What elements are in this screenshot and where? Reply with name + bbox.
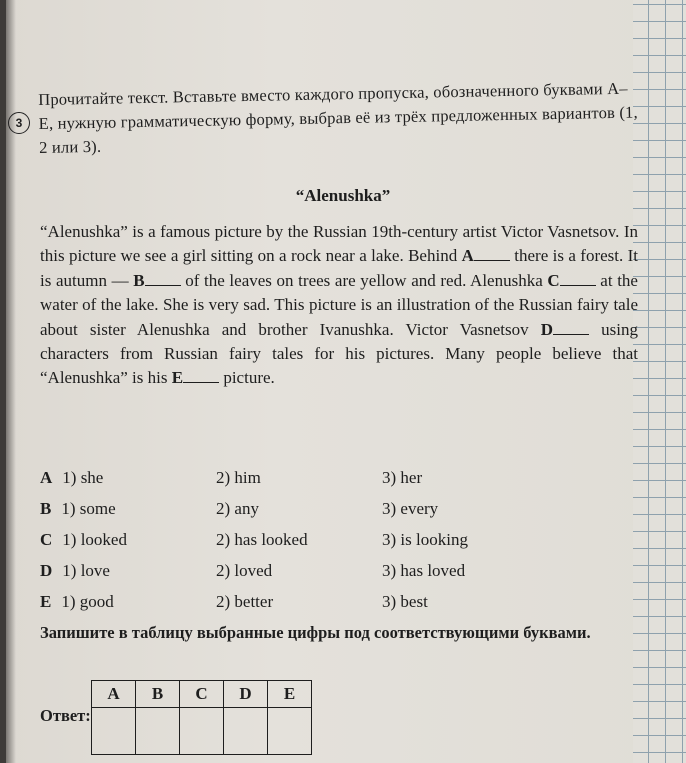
- option-letter: E: [40, 591, 52, 611]
- option-1: 1) love: [62, 560, 110, 580]
- option-letter: B: [40, 498, 52, 518]
- option-3: 3) has loved: [382, 560, 466, 580]
- answer-header: B: [136, 681, 180, 708]
- gap-letter: D: [540, 319, 554, 339]
- gap-blank: [183, 368, 219, 383]
- option-3: 3) her: [382, 467, 423, 487]
- task-instruction: Прочитайте текст. Вставьте вместо каждого пропуска, обозначенного буквами A–E, нужную грамматическую форму, выбрав её из трёх предложенных вариантов (1, 2 или 3).: [38, 78, 639, 157]
- answer-label: Ответ:: [40, 706, 91, 725]
- option-3: 3) is looking: [382, 529, 468, 549]
- option-row: [40, 462, 600, 493]
- option-row: [40, 493, 600, 524]
- answer-cell[interactable]: [136, 708, 180, 755]
- option-1: 1) looked: [62, 529, 127, 549]
- option-1: 1) some: [61, 498, 116, 518]
- answer-header: D: [224, 681, 268, 708]
- graph-paper-margin: [633, 0, 686, 763]
- gap-blank: [553, 320, 589, 335]
- gap-letter: E: [171, 368, 184, 388]
- text-title: “Alenushka”: [295, 186, 391, 205]
- option-row: [40, 586, 600, 617]
- gap-letter: C: [547, 270, 560, 290]
- answer-options: [40, 462, 600, 617]
- table-instruction: Запишите в таблицу выбранные цифры под соответствующими буквами.: [40, 623, 591, 642]
- answer-cell[interactable]: [180, 708, 224, 755]
- task-number-badge: 3: [8, 112, 30, 134]
- option-3: 3) best: [382, 591, 428, 611]
- option-letter: A: [40, 467, 53, 487]
- option-2: 2) better: [216, 591, 274, 611]
- option-1: 1) good: [61, 591, 114, 611]
- option-2: 2) him: [216, 467, 261, 487]
- option-letter: D: [40, 560, 53, 580]
- gap-blank: [560, 271, 596, 286]
- option-row: [40, 555, 600, 586]
- answer-cell[interactable]: [268, 708, 312, 755]
- gap-letter: B: [133, 270, 145, 290]
- answer-cell[interactable]: [92, 708, 136, 755]
- option-letter: C: [40, 529, 53, 549]
- option-2: 2) has looked: [216, 529, 308, 549]
- option-row: [40, 524, 600, 555]
- option-3: 3) every: [382, 498, 439, 518]
- gap-blank: [474, 246, 510, 261]
- option-1: 1) she: [62, 467, 104, 487]
- gap-letter: A: [461, 246, 474, 266]
- answer-header: C: [180, 681, 224, 708]
- option-2: 2) any: [216, 498, 259, 518]
- answer-cell[interactable]: [224, 708, 268, 755]
- option-2: 2) loved: [216, 560, 273, 580]
- answer-header: E: [268, 681, 312, 708]
- gap-blank: [145, 271, 181, 286]
- answer-header: A: [92, 681, 136, 708]
- answer-table: [91, 680, 312, 755]
- story-text: “Alenushka” is a famous picture by the Russian 19th-century artist Victor Vasnetsov. In this picture we see a girl sitting on a rock near a lake. Behind A there is a forest. It is autumn — B of the leaves on trees are yellow and red. Alenushka C at the water of the lake. She is very sad. This picture is an illustration of the Russian fairy tale about sister Alenushka and brother Ivanushka. Victor Vasnetsov D using characters from Russian fairy tales for his pictures. Many people believe that “Alenushka” is his E picture.: [40, 222, 639, 388]
